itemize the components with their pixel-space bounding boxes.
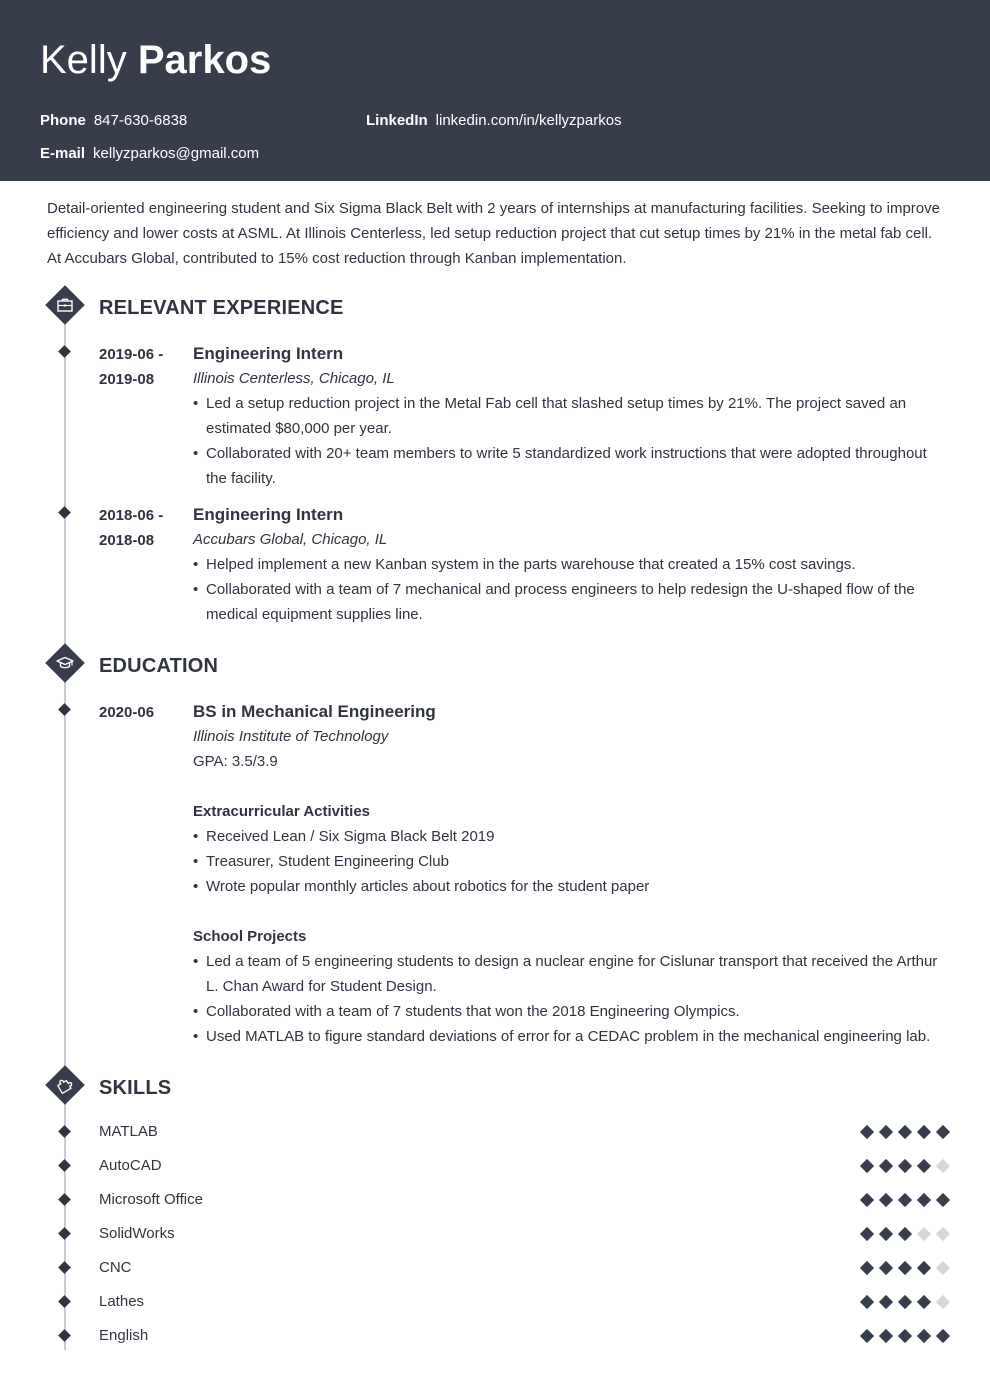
timeline-marker	[58, 1193, 71, 1206]
school-projects-heading: School Projects	[193, 928, 307, 945]
extracurricular-list	[193, 824, 943, 899]
rating-diamond-filled	[879, 1125, 893, 1139]
list-item: • Used MATLAB to figure standard deviations of error for a CEDAC problem in the mechanical engineering lab.	[193, 1024, 943, 1049]
skill-rating	[858, 1157, 953, 1175]
rating-diamond-filled	[860, 1159, 874, 1173]
rating-diamond-empty	[936, 1295, 950, 1309]
section-title-experience: RELEVANT EXPERIENCE	[99, 297, 344, 319]
rating-diamond-empty	[936, 1159, 950, 1173]
degree-title: BS in Mechanical Engineering	[193, 702, 436, 721]
skill-rating	[858, 1191, 953, 1209]
skill-name: CNC	[99, 1259, 132, 1276]
section-title-education: EDUCATION	[99, 655, 219, 677]
rating-diamond-filled	[860, 1329, 874, 1343]
rating-diamond-filled	[879, 1227, 893, 1241]
candidate-name	[40, 36, 271, 84]
rating-diamond-filled	[898, 1227, 912, 1241]
job-date-start: 2019-06 -	[99, 346, 164, 363]
rating-diamond-filled	[860, 1295, 874, 1309]
job-title: Engineering Intern	[193, 505, 344, 524]
rating-diamond-filled	[917, 1329, 931, 1343]
section-title-skills: SKILLS	[99, 1077, 172, 1099]
school-name: Illinois Institute of Technology	[193, 728, 389, 745]
job-bullets	[193, 552, 943, 627]
skill-rating	[858, 1259, 953, 1277]
timeline-marker	[58, 345, 71, 358]
job-dates	[99, 342, 184, 392]
job-date-end: 2019-08	[99, 371, 155, 388]
phone-label: Phone	[40, 112, 86, 129]
contact-phone	[40, 111, 187, 131]
job-entry	[193, 502, 943, 627]
rating-diamond-filled	[898, 1329, 912, 1343]
timeline-marker	[58, 1329, 71, 1342]
rating-diamond-filled	[879, 1193, 893, 1207]
rating-diamond-filled	[917, 1159, 931, 1173]
skill-name: AutoCAD	[99, 1157, 162, 1174]
rating-diamond-empty	[936, 1261, 950, 1275]
resume-header	[0, 0, 990, 181]
gpa-text: GPA: 3.5/3.9	[193, 753, 278, 770]
rating-diamond-filled	[879, 1261, 893, 1275]
rating-diamond-filled	[860, 1227, 874, 1241]
job-organization: Illinois Centerless, Chicago, IL	[193, 370, 395, 387]
list-item: • Led a team of 5 engineering students to design a nuclear engine for Cislunar transport that received the Arthur L. Chan Award for Student Design.	[193, 949, 943, 999]
job-entry	[193, 341, 943, 491]
list-item: • Collaborated with a team of 7 students that won the 2018 Engineering Olympics.	[193, 999, 943, 1024]
rating-diamond-filled	[860, 1125, 874, 1139]
rating-diamond-filled	[860, 1261, 874, 1275]
rating-diamond-filled	[936, 1329, 950, 1343]
graduation-cap-icon	[46, 644, 84, 682]
skill-name: Microsoft Office	[99, 1191, 203, 1208]
rating-diamond-filled	[898, 1193, 912, 1207]
rating-diamond-filled	[898, 1125, 912, 1139]
rating-diamond-filled	[898, 1159, 912, 1173]
rating-diamond-filled	[936, 1193, 950, 1207]
email-label: E-mail	[40, 145, 86, 162]
timeline-marker	[58, 1125, 71, 1138]
rating-diamond-filled	[936, 1125, 950, 1139]
timeline-marker	[58, 703, 71, 716]
rating-diamond-filled	[898, 1295, 912, 1309]
timeline-marker	[58, 1159, 71, 1172]
skill-name: English	[99, 1327, 149, 1344]
email-value[interactable]: kellyzparkos@gmail.com	[93, 145, 260, 162]
list-item: • Led a setup reduction project in the Metal Fab cell that slashed setup times by 21%. The project saved an estimated $80,000 per year.	[193, 391, 943, 441]
job-date-start: 2018-06 -	[99, 507, 164, 524]
education-date: 2020-06	[99, 704, 155, 721]
skill-rating	[858, 1123, 953, 1141]
phone-value: 847-630-6838	[93, 112, 188, 129]
school-projects-list	[193, 949, 943, 1049]
skill-name: Lathes	[99, 1293, 145, 1310]
job-organization: Accubars Global, Chicago, IL	[193, 531, 388, 548]
rating-diamond-filled	[879, 1329, 893, 1343]
briefcase-icon	[46, 286, 84, 324]
timeline-marker	[58, 1261, 71, 1274]
rating-diamond-filled	[860, 1193, 874, 1207]
skill-rating	[858, 1327, 953, 1345]
skill-name: MATLAB	[99, 1123, 158, 1140]
timeline-marker	[58, 1295, 71, 1308]
skill-rating	[858, 1293, 953, 1311]
linkedin-label: LinkedIn	[366, 112, 428, 129]
timeline-marker	[58, 1227, 71, 1240]
timeline-marker	[58, 506, 71, 519]
puzzle-piece-icon	[46, 1066, 84, 1104]
extracurricular-heading: Extracurricular Activities	[193, 803, 371, 820]
list-item: • Wrote popular monthly articles about robotics for the student paper	[193, 874, 943, 899]
rating-diamond-filled	[917, 1193, 931, 1207]
list-item: • Helped implement a new Kanban system in the parts warehouse that created a 15% cost savings.	[193, 552, 943, 577]
job-title: Engineering Intern	[193, 344, 344, 363]
job-dates	[99, 503, 184, 553]
list-item: • Collaborated with a team of 7 mechanical and process engineers to help redesign the U-shaped flow of the medical equipment supplies line.	[193, 577, 943, 627]
rating-diamond-empty	[936, 1227, 950, 1241]
last-name: Parkos	[137, 38, 272, 82]
list-item: • Received Lean / Six Sigma Black Belt 2019	[193, 824, 943, 849]
linkedin-value[interactable]: linkedin.com/in/kellyzparkos	[435, 112, 622, 129]
job-date-end: 2018-08	[99, 532, 155, 549]
summary-text: Detail-oriented engineering student and Six Sigma Black Belt with 2 years of internships at manufacturing facilities. Seeking to improve efficiency and lower costs at ASML. At Illinois Centerless, led setup reduction project that cut setup times by 21% in the metal fab cell. At Accubars Global, contributed to 15% cost reduction through Kanban implementation.	[47, 200, 940, 267]
rating-diamond-filled	[917, 1295, 931, 1309]
rating-diamond-filled	[917, 1261, 931, 1275]
rating-diamond-filled	[917, 1125, 931, 1139]
rating-diamond-filled	[879, 1295, 893, 1309]
job-bullets	[193, 391, 943, 491]
first-name: Kelly	[40, 38, 127, 82]
skill-rating	[858, 1225, 953, 1243]
rating-diamond-filled	[898, 1261, 912, 1275]
contact-linkedin	[366, 111, 622, 131]
rating-diamond-empty	[917, 1227, 931, 1241]
skill-name: SolidWorks	[99, 1225, 175, 1242]
list-item: • Collaborated with 20+ team members to write 5 standardized work instructions that were adopted throughout the facility.	[193, 441, 943, 491]
contact-email	[40, 144, 259, 164]
list-item: • Treasurer, Student Engineering Club	[193, 849, 943, 874]
education-entry	[193, 699, 943, 1049]
rating-diamond-filled	[879, 1159, 893, 1173]
